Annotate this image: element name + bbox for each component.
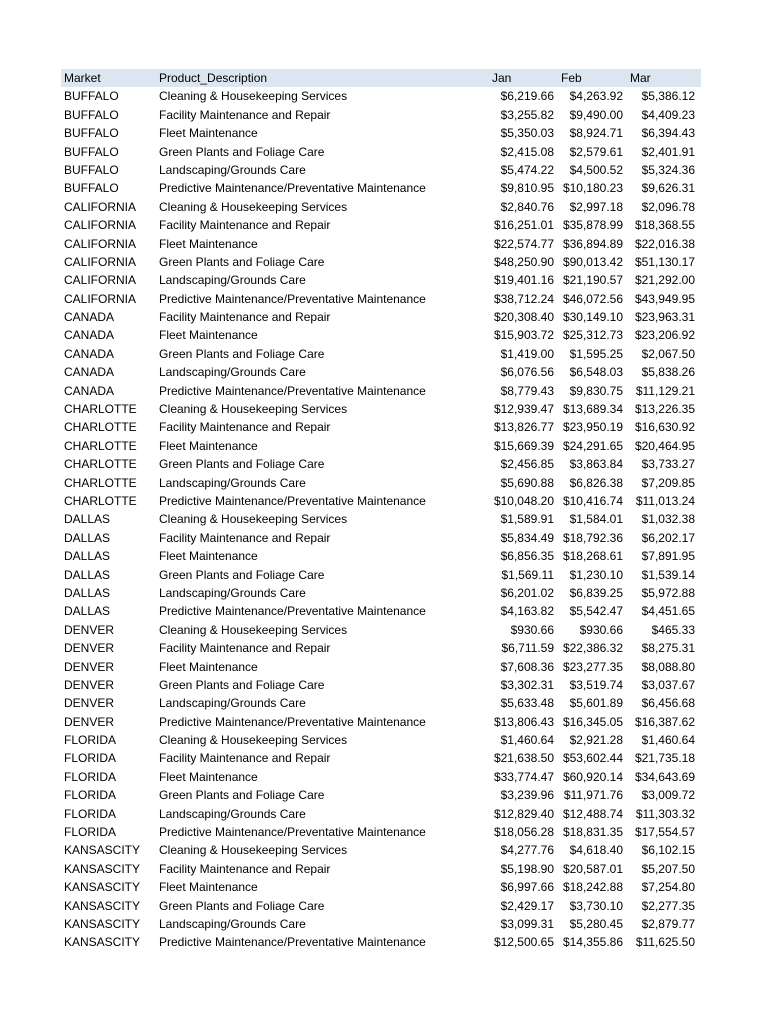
cell-market[interactable]: FLORIDA (64, 751, 117, 766)
cell-product-description[interactable]: Landscaping/Grounds Care (159, 162, 306, 177)
table-row (61, 179, 701, 197)
cell-jan[interactable]: $38,712.24 (493, 291, 554, 306)
cell-market[interactable]: DENVER (64, 696, 115, 711)
cell-market[interactable]: KANSASCITY (64, 861, 141, 876)
cell-product-description[interactable]: Landscaping/Grounds Care (159, 916, 306, 931)
spreadsheet-table (61, 69, 701, 952)
cell-mar[interactable]: $23,963.31 (634, 310, 695, 325)
cell-feb[interactable]: $60,920.14 (562, 769, 623, 784)
cell-jan[interactable]: $6,076.56 (500, 365, 554, 380)
table-row (61, 805, 701, 823)
cell-feb[interactable]: $4,263.92 (569, 89, 623, 104)
cell-market[interactable]: FLORIDA (64, 769, 117, 784)
cell-market[interactable]: CALIFORNIA (64, 273, 137, 288)
cell-product-description[interactable]: Predictive Maintenance/Preventative Maintenance (159, 935, 426, 950)
cell-product-description[interactable]: Cleaning & Housekeeping Services (159, 622, 348, 637)
cell-mar[interactable]: $51,130.17 (634, 254, 695, 269)
cell-market[interactable]: CALIFORNIA (64, 291, 137, 306)
cell-jan[interactable]: $5,198.90 (500, 861, 554, 876)
cell-feb[interactable]: $18,242.88 (562, 880, 623, 895)
cell-feb[interactable]: $9,830.75 (569, 383, 623, 398)
table-row (61, 235, 701, 253)
table-row (61, 768, 701, 786)
table-row (61, 602, 701, 620)
cell-market[interactable]: CANADA (64, 383, 115, 398)
cell-product-description[interactable]: Cleaning & Housekeeping Services (159, 89, 348, 104)
cell-feb[interactable]: $1,230.10 (569, 567, 623, 582)
cell-mar[interactable]: $13,226.35 (634, 402, 695, 417)
cell-feb[interactable]: $35,878.99 (562, 218, 623, 233)
cell-feb[interactable]: $2,579.61 (569, 144, 623, 159)
cell-feb[interactable]: $21,190.57 (562, 273, 623, 288)
cell-jan[interactable]: $4,277.76 (500, 843, 554, 858)
cell-product-description[interactable]: Fleet Maintenance (159, 769, 258, 784)
cell-mar[interactable]: $4,451.65 (641, 604, 695, 619)
cell-market[interactable]: CANADA (64, 328, 115, 343)
cell-product-description[interactable]: Green Plants and Foliage Care (159, 788, 325, 803)
table-row (61, 382, 701, 400)
cell-jan[interactable]: $22,574.77 (493, 236, 554, 251)
cell-market[interactable]: DENVER (64, 622, 115, 637)
cell-product-description[interactable]: Landscaping/Grounds Care (159, 475, 306, 490)
cell-jan[interactable]: $13,806.43 (493, 714, 554, 729)
cell-mar[interactable]: $6,456.68 (641, 696, 695, 711)
table-row (61, 253, 701, 271)
cell-mar[interactable]: $9,626.31 (641, 181, 695, 196)
cell-jan[interactable]: $19,401.16 (493, 273, 554, 288)
table-row (61, 547, 701, 565)
cell-product-description[interactable]: Landscaping/Grounds Care (159, 365, 306, 380)
cell-market[interactable]: BUFFALO (64, 89, 119, 104)
cell-jan[interactable]: $3,239.96 (500, 788, 554, 803)
cell-product-description[interactable]: Green Plants and Foliage Care (159, 677, 325, 692)
cell-mar[interactable]: $2,067.50 (641, 346, 695, 361)
cell-market[interactable]: BUFFALO (64, 181, 119, 196)
table-row (61, 566, 701, 584)
table-row (61, 271, 701, 289)
cell-product-description[interactable]: Landscaping/Grounds Care (159, 806, 306, 821)
cell-mar[interactable]: $6,394.43 (641, 126, 695, 141)
table-row (61, 860, 701, 878)
cell-product-description[interactable]: Predictive Maintenance/Preventative Maintenance (159, 291, 426, 306)
cell-feb[interactable]: $10,416.74 (562, 493, 623, 508)
table-row (61, 823, 701, 841)
cell-jan[interactable]: $2,429.17 (500, 898, 554, 913)
cell-product-description[interactable]: Predictive Maintenance/Preventative Maintenance (159, 181, 426, 196)
table-row (61, 418, 701, 436)
cell-market[interactable]: DENVER (64, 714, 115, 729)
table-row (61, 878, 701, 896)
header-jan[interactable]: Jan (492, 71, 512, 85)
cell-jan[interactable]: $6,997.66 (500, 880, 554, 895)
cell-jan[interactable]: $7,608.36 (500, 659, 554, 674)
cell-market[interactable]: DALLAS (64, 549, 111, 564)
table-row (61, 400, 701, 418)
cell-product-description[interactable]: Facility Maintenance and Repair (159, 751, 331, 766)
cell-market[interactable]: DALLAS (64, 604, 111, 619)
table-row (61, 639, 701, 657)
cell-feb[interactable]: $5,542.47 (569, 604, 623, 619)
cell-jan[interactable]: $4,163.82 (500, 604, 554, 619)
cell-jan[interactable]: $12,829.40 (493, 806, 554, 821)
cell-market[interactable]: KANSASCITY (64, 898, 141, 913)
cell-mar[interactable]: $1,539.14 (641, 567, 695, 582)
cell-feb[interactable]: $18,268.61 (562, 549, 623, 564)
cell-feb[interactable]: $6,548.03 (569, 365, 623, 380)
table-row (61, 198, 701, 216)
table-row (61, 345, 701, 363)
cell-feb[interactable]: $930.66 (579, 622, 623, 637)
table-row (61, 510, 701, 528)
cell-mar[interactable]: $7,209.85 (641, 475, 695, 490)
cell-product-description[interactable]: Facility Maintenance and Repair (159, 861, 331, 876)
cell-mar[interactable]: $43,949.95 (634, 291, 695, 306)
cell-product-description[interactable]: Green Plants and Foliage Care (159, 457, 325, 472)
cell-mar[interactable]: $16,387.62 (634, 714, 695, 729)
cell-jan[interactable]: $3,302.31 (500, 677, 554, 692)
cell-mar[interactable]: $2,401.91 (641, 144, 695, 159)
cell-market[interactable]: CANADA (64, 310, 115, 325)
cell-jan[interactable]: $1,419.00 (500, 346, 554, 361)
cell-market[interactable]: CANADA (64, 346, 115, 361)
cell-mar[interactable]: $7,891.95 (641, 549, 695, 564)
cell-feb[interactable]: $24,291.65 (562, 438, 623, 453)
cell-market[interactable]: CHARLOTTE (64, 420, 137, 435)
cell-product-description[interactable]: Fleet Maintenance (159, 659, 258, 674)
cell-product-description[interactable]: Cleaning & Housekeeping Services (159, 199, 348, 214)
cell-market[interactable]: KANSASCITY (64, 935, 141, 950)
cell-mar[interactable]: $21,292.00 (634, 273, 695, 288)
cell-market[interactable]: CALIFORNIA (64, 199, 137, 214)
cell-market[interactable]: CALIFORNIA (64, 236, 137, 251)
cell-mar[interactable]: $2,096.78 (641, 199, 695, 214)
table-row (61, 933, 701, 951)
cell-product-description[interactable]: Predictive Maintenance/Preventative Maintenance (159, 383, 426, 398)
cell-market[interactable]: CALIFORNIA (64, 218, 137, 233)
cell-mar[interactable]: $17,554.57 (634, 825, 695, 840)
cell-feb[interactable]: $5,280.45 (569, 916, 623, 931)
cell-feb[interactable]: $1,584.01 (569, 512, 623, 527)
cell-market[interactable]: DENVER (64, 641, 115, 656)
cell-feb[interactable]: $30,149.10 (562, 310, 623, 325)
table-row (61, 216, 701, 234)
table-row (61, 474, 701, 492)
cell-jan[interactable]: $12,500.65 (493, 935, 554, 950)
cell-product-description[interactable]: Green Plants and Foliage Care (159, 144, 325, 159)
cell-mar[interactable]: $6,102.15 (641, 843, 695, 858)
cell-feb[interactable]: $3,519.74 (569, 677, 623, 692)
cell-market[interactable]: DALLAS (64, 530, 111, 545)
cell-market[interactable]: DALLAS (64, 585, 111, 600)
cell-product-description[interactable]: Landscaping/Grounds Care (159, 585, 306, 600)
cell-jan[interactable]: $5,834.49 (500, 530, 554, 545)
cell-mar[interactable]: $18,368.55 (634, 218, 695, 233)
cell-mar[interactable]: $2,277.35 (641, 898, 695, 913)
cell-product-description[interactable]: Landscaping/Grounds Care (159, 273, 306, 288)
cell-mar[interactable]: $3,037.67 (641, 677, 695, 692)
table-row (61, 749, 701, 767)
cell-jan[interactable]: $6,711.59 (501, 641, 554, 656)
cell-product-description[interactable]: Fleet Maintenance (159, 438, 258, 453)
cell-mar[interactable]: $11,303.32 (635, 806, 695, 821)
cell-jan[interactable]: $1,569.11 (501, 567, 554, 582)
cell-mar[interactable]: $3,009.72 (641, 788, 695, 803)
cell-jan[interactable]: $12,939.47 (493, 402, 554, 417)
table-row (61, 658, 701, 676)
table-row (61, 492, 701, 510)
cell-market[interactable]: CHARLOTTE (64, 475, 137, 490)
cell-jan[interactable]: $15,903.72 (493, 328, 554, 343)
cell-product-description[interactable]: Predictive Maintenance/Preventative Maintenance (159, 604, 426, 619)
table-row (61, 161, 701, 179)
header-feb[interactable]: Feb (561, 71, 582, 85)
cell-jan[interactable]: $1,589.91 (500, 512, 554, 527)
table-row (61, 143, 701, 161)
cell-feb[interactable]: $16,345.05 (562, 714, 623, 729)
table-row (61, 841, 701, 859)
cell-feb[interactable]: $46,072.56 (562, 291, 623, 306)
cell-feb[interactable]: $4,618.40 (569, 843, 623, 858)
cell-jan[interactable]: $5,474.22 (500, 162, 554, 177)
table-row (61, 786, 701, 804)
table-row (61, 621, 701, 639)
cell-feb[interactable]: $23,950.19 (562, 420, 623, 435)
cell-jan[interactable]: $5,350.03 (500, 126, 554, 141)
table-header-row (61, 69, 701, 87)
cell-feb[interactable]: $2,997.18 (569, 199, 623, 214)
table-row (61, 437, 701, 455)
header-market[interactable]: Market (64, 71, 101, 85)
cell-product-description[interactable]: Green Plants and Foliage Care (159, 898, 325, 913)
cell-feb[interactable]: $23,277.35 (562, 659, 623, 674)
cell-jan[interactable]: $1,460.64 (500, 733, 554, 748)
cell-mar[interactable]: $5,207.50 (641, 861, 695, 876)
cell-mar[interactable]: $11,129.21 (635, 383, 695, 398)
cell-product-description[interactable]: Landscaping/Grounds Care (159, 696, 306, 711)
cell-jan[interactable]: $16,251.01 (493, 218, 554, 233)
cell-market[interactable]: DALLAS (64, 512, 111, 527)
cell-product-description[interactable]: Fleet Maintenance (159, 328, 258, 343)
cell-mar[interactable]: $11,625.50 (635, 935, 695, 950)
cell-jan[interactable]: $21,638.50 (493, 751, 554, 766)
cell-feb[interactable]: $6,839.25 (569, 585, 623, 600)
table-row (61, 584, 701, 602)
cell-feb[interactable]: $9,490.00 (569, 107, 623, 122)
cell-product-description[interactable]: Facility Maintenance and Repair (159, 107, 331, 122)
cell-product-description[interactable]: Facility Maintenance and Repair (159, 530, 331, 545)
table-row (61, 731, 701, 749)
header-mar[interactable]: Mar (630, 71, 651, 85)
cell-feb[interactable]: $18,792.36 (562, 530, 623, 545)
cell-feb[interactable]: $20,587.01 (562, 861, 623, 876)
cell-jan[interactable]: $5,633.48 (500, 696, 554, 711)
cell-jan[interactable]: $6,856.35 (500, 549, 554, 564)
cell-jan[interactable]: $930.66 (510, 622, 554, 637)
cell-mar[interactable]: $23,206.92 (634, 328, 695, 343)
cell-feb[interactable]: $12,488.74 (562, 806, 623, 821)
cell-market[interactable]: FLORIDA (64, 733, 117, 748)
cell-product-description[interactable]: Predictive Maintenance/Preventative Maintenance (159, 714, 426, 729)
cell-market[interactable]: FLORIDA (64, 788, 117, 803)
cell-jan[interactable]: $15,669.39 (493, 438, 554, 453)
cell-product-description[interactable]: Facility Maintenance and Repair (159, 310, 331, 325)
cell-feb[interactable]: $6,826.38 (569, 475, 623, 490)
cell-market[interactable]: CANADA (64, 365, 115, 380)
cell-mar[interactable]: $11,013.24 (635, 493, 695, 508)
header-product-description[interactable]: Product_Description (159, 71, 268, 85)
cell-feb[interactable]: $90,013.42 (562, 254, 623, 269)
cell-market[interactable]: CHARLOTTE (64, 402, 137, 417)
cell-jan[interactable]: $2,840.76 (500, 199, 554, 214)
cell-market[interactable]: CHARLOTTE (64, 493, 137, 508)
cell-mar[interactable]: $6,202.17 (641, 530, 695, 545)
cell-product-description[interactable]: Cleaning & Housekeeping Services (159, 402, 348, 417)
cell-jan[interactable]: $2,456.85 (500, 457, 554, 472)
table-row (61, 694, 701, 712)
cell-feb[interactable]: $10,180.23 (562, 181, 623, 196)
cell-feb[interactable]: $1,595.25 (569, 346, 623, 361)
cell-mar[interactable]: $4,409.23 (641, 107, 695, 122)
cell-jan[interactable]: $48,250.90 (493, 254, 554, 269)
cell-market[interactable]: CALIFORNIA (64, 254, 137, 269)
table-row (61, 106, 701, 124)
cell-feb[interactable]: $53,602.44 (562, 751, 623, 766)
cell-mar[interactable]: $5,386.12 (641, 89, 695, 104)
cell-feb[interactable]: $8,924.71 (569, 126, 623, 141)
cell-feb[interactable]: $2,921.28 (569, 733, 623, 748)
table-row (61, 455, 701, 473)
table-body (61, 87, 701, 951)
cell-mar[interactable]: $21,735.18 (634, 751, 695, 766)
cell-product-description[interactable]: Facility Maintenance and Repair (159, 420, 331, 435)
cell-market[interactable]: FLORIDA (64, 825, 117, 840)
table-row (61, 290, 701, 308)
cell-jan[interactable]: $9,810.95 (500, 181, 554, 196)
cell-product-description[interactable]: Green Plants and Foliage Care (159, 346, 325, 361)
table-row (61, 897, 701, 915)
cell-market[interactable]: BUFFALO (64, 162, 119, 177)
cell-product-description[interactable]: Green Plants and Foliage Care (159, 254, 325, 269)
cell-product-description[interactable]: Fleet Maintenance (159, 236, 258, 251)
cell-market[interactable]: DENVER (64, 659, 115, 674)
cell-market[interactable]: BUFFALO (64, 107, 119, 122)
table-row (61, 915, 701, 933)
cell-product-description[interactable]: Cleaning & Housekeeping Services (159, 733, 348, 748)
cell-mar[interactable]: $20,464.95 (634, 438, 695, 453)
cell-feb[interactable]: $14,355.86 (562, 935, 623, 950)
cell-market[interactable]: FLORIDA (64, 806, 117, 821)
cell-feb[interactable]: $25,312.73 (562, 328, 623, 343)
cell-market[interactable]: DENVER (64, 677, 115, 692)
cell-feb[interactable]: $5,601.89 (569, 696, 623, 711)
cell-product-description[interactable]: Fleet Maintenance (159, 880, 258, 895)
cell-mar[interactable]: $8,088.80 (641, 659, 695, 674)
cell-market[interactable]: DALLAS (64, 567, 111, 582)
cell-market[interactable]: CHARLOTTE (64, 438, 137, 453)
table-row (61, 308, 701, 326)
table-row (61, 363, 701, 381)
cell-jan[interactable]: $13,826.77 (493, 420, 554, 435)
cell-jan[interactable]: $33,774.47 (493, 769, 554, 784)
cell-product-description[interactable]: Cleaning & Housekeeping Services (159, 512, 348, 527)
cell-jan[interactable]: $8,779.43 (500, 383, 554, 398)
cell-product-description[interactable]: Facility Maintenance and Repair (159, 641, 331, 656)
cell-product-description[interactable]: Predictive Maintenance/Preventative Maintenance (159, 825, 426, 840)
cell-product-description[interactable]: Fleet Maintenance (159, 549, 258, 564)
cell-mar[interactable]: $2,879.77 (641, 916, 695, 931)
table-row (61, 87, 701, 105)
cell-jan[interactable]: $3,255.82 (500, 107, 554, 122)
cell-product-description[interactable]: Predictive Maintenance/Preventative Maintenance (159, 493, 426, 508)
cell-product-description[interactable]: Fleet Maintenance (159, 126, 258, 141)
cell-mar[interactable]: $3,733.27 (641, 457, 695, 472)
cell-market[interactable]: BUFFALO (64, 144, 119, 159)
cell-market[interactable]: BUFFALO (64, 126, 119, 141)
cell-jan[interactable]: $20,308.40 (493, 310, 554, 325)
cell-product-description[interactable]: Facility Maintenance and Repair (159, 218, 331, 233)
cell-jan[interactable]: $5,690.88 (500, 475, 554, 490)
cell-feb[interactable]: $13,689.34 (562, 402, 623, 417)
cell-mar[interactable]: $5,324.36 (641, 162, 695, 177)
cell-feb[interactable]: $18,831.35 (562, 825, 623, 840)
cell-market[interactable]: KANSASCITY (64, 843, 141, 858)
table-row (61, 676, 701, 694)
cell-mar[interactable]: $8,275.31 (641, 641, 695, 656)
cell-market[interactable]: KANSASCITY (64, 916, 141, 931)
cell-jan[interactable]: $3,099.31 (500, 916, 554, 931)
table-row (61, 326, 701, 344)
cell-mar[interactable]: $16,630.92 (634, 420, 695, 435)
cell-feb[interactable]: $11,971.76 (563, 788, 623, 803)
cell-market[interactable]: CHARLOTTE (64, 457, 137, 472)
cell-feb[interactable]: $3,863.84 (569, 457, 623, 472)
cell-mar[interactable]: $5,972.88 (641, 585, 695, 600)
cell-feb[interactable]: $36,894.89 (562, 236, 623, 251)
cell-jan[interactable]: $18,056.28 (493, 825, 554, 840)
cell-mar[interactable]: $1,460.64 (641, 733, 695, 748)
cell-product-description[interactable]: Green Plants and Foliage Care (159, 567, 325, 582)
cell-mar[interactable]: $1,032.38 (641, 512, 695, 527)
cell-jan[interactable]: $2,415.08 (500, 144, 554, 159)
cell-feb[interactable]: $3,730.10 (569, 898, 623, 913)
cell-jan[interactable]: $6,219.66 (500, 89, 554, 104)
cell-mar[interactable]: $22,016.38 (634, 236, 695, 251)
cell-mar[interactable]: $5,838.26 (641, 365, 695, 380)
cell-product-description[interactable]: Cleaning & Housekeeping Services (159, 843, 348, 858)
cell-mar[interactable]: $34,643.69 (634, 769, 695, 784)
cell-jan[interactable]: $6,201.02 (500, 585, 554, 600)
cell-jan[interactable]: $10,048.20 (493, 493, 554, 508)
cell-mar[interactable]: $7,254.80 (641, 880, 695, 895)
cell-feb[interactable]: $22,386.32 (562, 641, 623, 656)
table-row (61, 713, 701, 731)
cell-feb[interactable]: $4,500.52 (569, 162, 623, 177)
cell-market[interactable]: KANSASCITY (64, 880, 141, 895)
table-row (61, 529, 701, 547)
table-row (61, 124, 701, 142)
cell-mar[interactable]: $465.33 (651, 622, 695, 637)
